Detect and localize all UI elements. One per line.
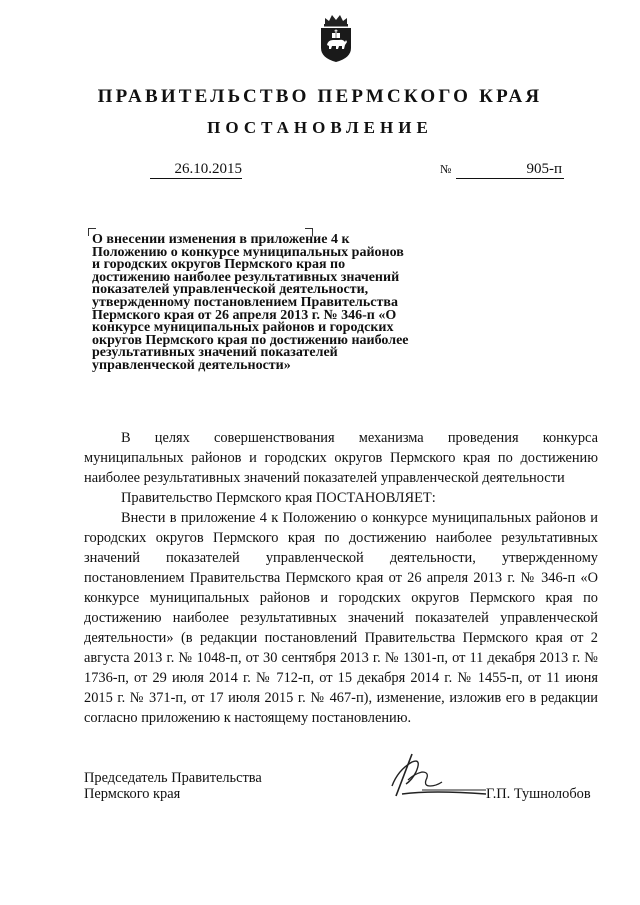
body-paragraph-amendment: Внести в приложение 4 к Положению о конкурсе муниципальных районов и городских округов Пермского края по достижению наиболее результативных значений показателей управленческой деятельности, утвержденному постановлением Правительства Пермского края от 26 апреля 2013 г. № 346-п «О конкурсе муниципальных районов и городских округов Пермского края по достижению наиболее результативных значений показателей управленческой деятельности» (в редакции постановлений Правительства Пермского края от 2 августа 2013 г. № 1048-п, от 30 сентября 2013 г. № 1301-п, от 11 декабря 2013 г. № 1736-п, от 29 июля 2014 г. № 712-п, от 15 декабря 2014 г. № 1455-п, от 11 июня 2015 г. № 371-п, от 17 июля 2015 г. № 467-п), изменение, изложив его в редакции согласно приложению к настоящему постановлению.: [84, 510, 598, 726]
document-body: [84, 428, 598, 728]
handwritten-signature-icon: [382, 750, 502, 804]
document-date: 26.10.2015: [150, 160, 242, 179]
document-type: ПОСТАНОВЛЕНИЕ: [207, 118, 433, 137]
signatory-position: [84, 770, 262, 802]
number-label: №: [440, 162, 452, 176]
perm-krai-coat-of-arms-icon: [318, 12, 354, 64]
body-paragraph-purpose: В целях совершенствования механизма проведения конкурса муниципальных районов и городских округов Пермского края по достижению наиболее результативных значений показателей управленческой деятельности: [84, 430, 598, 486]
document-number: 905-п: [456, 160, 564, 179]
document-subject: О внесении изменения в приложение 4 к Положению о конкурсе муниципальных районов и городских округов Пермского края по достижению наиболее результативных значений показателей управленческой деятельности, утвержденному постановлением Правительства Пермского края от 26 апреля 2013 г. № 346-п «О конкурсе муниципальных районов и городских округов Пермского края по достижению наиболее результативных значений показателей управленческой деятельности»: [92, 232, 409, 373]
signatory-position-line1: Председатель Правительства: [84, 770, 262, 786]
organization-title: ПРАВИТЕЛЬСТВО ПЕРМСКОГО КРАЯ: [97, 86, 543, 107]
signatory-name: Г.П. Тушнолобов: [486, 786, 591, 802]
body-paragraph-resolves: Правительство Пермского края ПОСТАНОВЛЯЕТ:: [121, 490, 436, 506]
signatory-position-line2: Пермского края: [84, 786, 181, 802]
